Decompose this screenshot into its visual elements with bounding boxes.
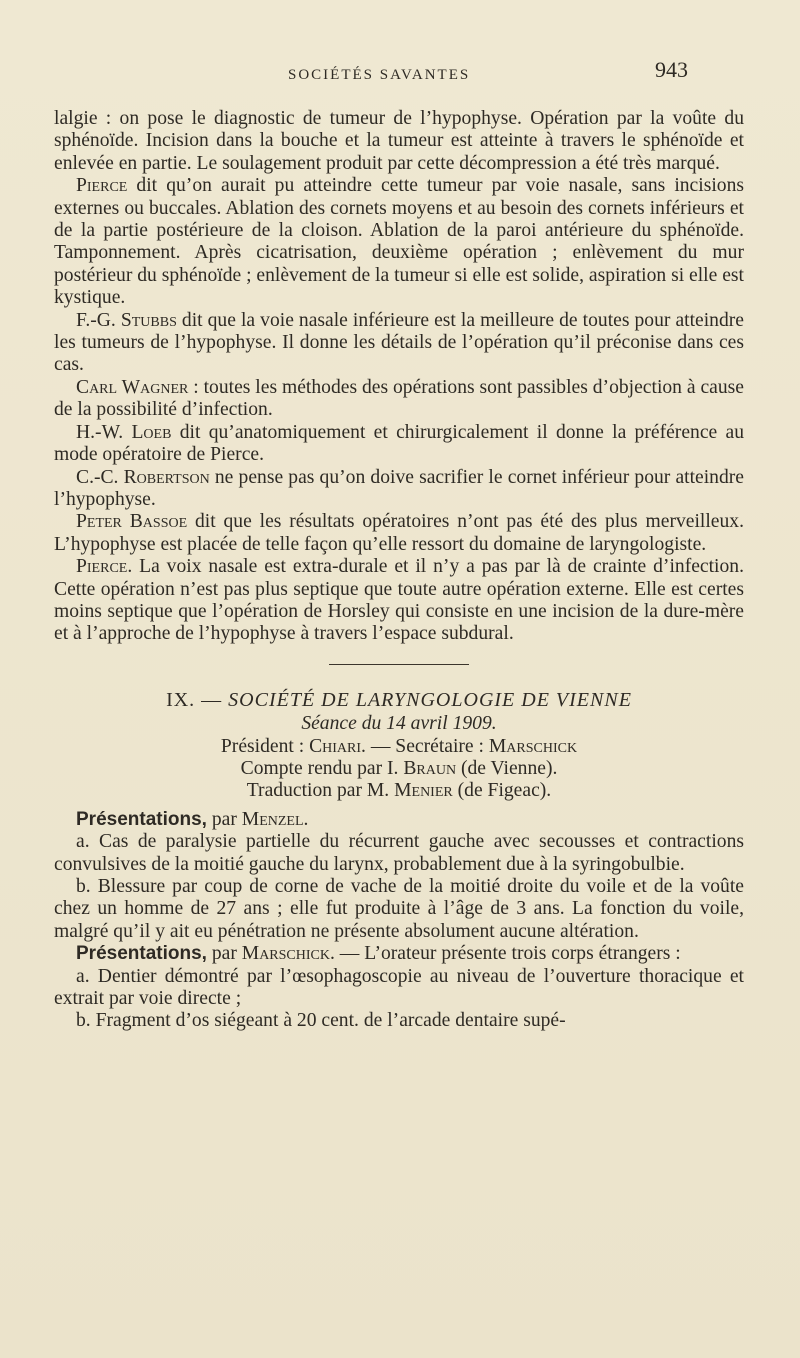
speaker-initials: F.-G. [76,309,121,331]
paragraph-stubbs [54,310,744,377]
paragraph-robertson [54,467,744,512]
speaker-name: Loeb [131,421,172,443]
secretary-name: Marschick [488,735,578,757]
presentations-label: Présentations, [76,808,207,830]
section-title: SOCIÉTÉ DE LARYNGOLOGIE DE VIENNE [228,688,632,711]
president-name: Chiari [309,735,362,757]
officers-line [54,736,744,758]
paragraph-pierce-reply [54,556,744,646]
paragraph-text: dit que les résultats opératoires n’ont pas été des plus merveilleux. L’hypophyse est placée de telle façon qu’elle ressort du domaine de laryngologiste. [54,511,744,555]
paragraph-pierce [54,175,744,309]
speaker-name: Stubbs [120,309,177,331]
page-number: 943 [655,57,688,82]
speaker-name: Pierce [76,175,128,197]
paragraph-wagner [54,377,744,422]
case-b: b. Blessure par coup de corne de vache de la moitié droite du voile et de la voûte chez un homme de 27 ans ; elle fut produite à l’âge de 3 ans. La fonction du voile, malgré qu’il y ait eu pénétration ne présente absolument aucune altération. [54,876,744,942]
paragraph-text: dit que la voie nasale inférieure est la meilleure de toutes pour atteindre les tumeurs de l’hypophyse. Il donne les détails de l’opération qu’il préconise dans ces cas. [54,309,744,376]
speaker-name: Pierce [76,556,128,578]
presenter-name: Menzel [241,808,304,830]
presentation-text: . — L’orateur présente trois corps étrangers : [329,943,681,965]
period: . [303,808,309,830]
report-label: Compte rendu par I. [240,757,404,779]
translation-label: Traduction par M. [246,780,395,802]
case-a: a. Cas de paralysie partielle du récurrent gauche avec secousses et contractions convulsives de la moitié gauche du larynx, probablement due à la syringobulbie. [54,831,744,875]
paragraph-text: dit qu’on aurait pu atteindre cette tumeur par voie nasale, sans incisions externes ou buccales. Ablation des cornets moyens et au besoin des cornets inférieurs et de la partie postérieure de la cloison. Ablation de la paroi antérieure du sphénoïde. Tamponnement. Après cicatrisation, deuxième opération ; enlèvement du mur postérieur du sphénoïde ; enlèvement de la tumeur si elle est solide, aspiration si elle est kystique. [54,175,744,309]
running-title: SOCIÉTÉS SAVANTES [288,67,471,83]
speaker-name: Peter Bassoe [76,511,188,533]
report-author: Braun [403,757,457,779]
item-b: b. Fragment d’os siégeant à 20 cent. de l’arcade dentaire supé- [76,1010,566,1032]
page-header [0,55,800,95]
presenter-name: Marschick [241,943,330,965]
session-date: Séance du 14 avril 1909. [301,713,497,735]
translator-place: (de Figeac). [452,780,552,802]
paragraph-bassoe [54,511,744,556]
paragraph-text: dit qu’anatomiquement et chirurgicalement il donne la préférence au mode opératoire de Pierce. [54,421,744,466]
translation-line [54,780,744,802]
section-heading [54,689,744,711]
speaker-name: Robertson [123,466,210,488]
presentations-label: Présentations, [76,943,207,965]
report-line [54,758,744,780]
by-text: par [206,808,242,830]
paragraph-text: : toutes les méthodes des opérations sont passibles d’objection à cause de la possibilité d’infection. [54,376,744,421]
section-divider [329,664,469,665]
paragraph-text: ne pense pas qu’on doive sacrifier le cornet inférieur pour atteindre l’hypophyse. [54,466,744,510]
section-number: IX. — [166,688,223,711]
presentations-menzel [54,809,744,831]
translator-name: Menier [394,780,453,802]
page-body [54,108,744,1033]
speaker-initials: C.-C. [76,466,124,488]
paragraph-text: . La voix nasale est extra-durale et il n’y a pas par là de crainte d’infection. Cette opération n’est pas plus septique que toute autre opération externe. Elle est certes moins septique que l’opération de Horsley qui consiste en une incision de la dure-mère et à l’approche de l’hypophyse à travers l’espace subdural. [54,556,744,645]
paragraph-loeb [54,422,744,467]
item-a: a. Dentier démontré par l’œsophagoscopie au niveau de l’ouverture thoracique et extrait par voie directe ; [54,965,744,1010]
president-label: Président : [220,735,310,757]
by-text: par [206,943,242,965]
presentations-marschick [54,943,744,965]
speaker-name: Carl Wagner [76,376,189,398]
report-place: (de Vienne). [456,757,558,779]
speaker-initials: H.-W. [76,421,132,443]
paragraph-continuation: lalgie : on pose le diagnostic de tumeur de l’hypophyse. Opération par la voûte du sphénoïde. Incision dans la bouche et la tumeur est atteinte à travers le sphénoïde et enlevée en partie. Le soulagement produit par cette décompression a été très marqué. [54,108,744,174]
secretary-label: . — Secrétaire : [361,735,489,757]
